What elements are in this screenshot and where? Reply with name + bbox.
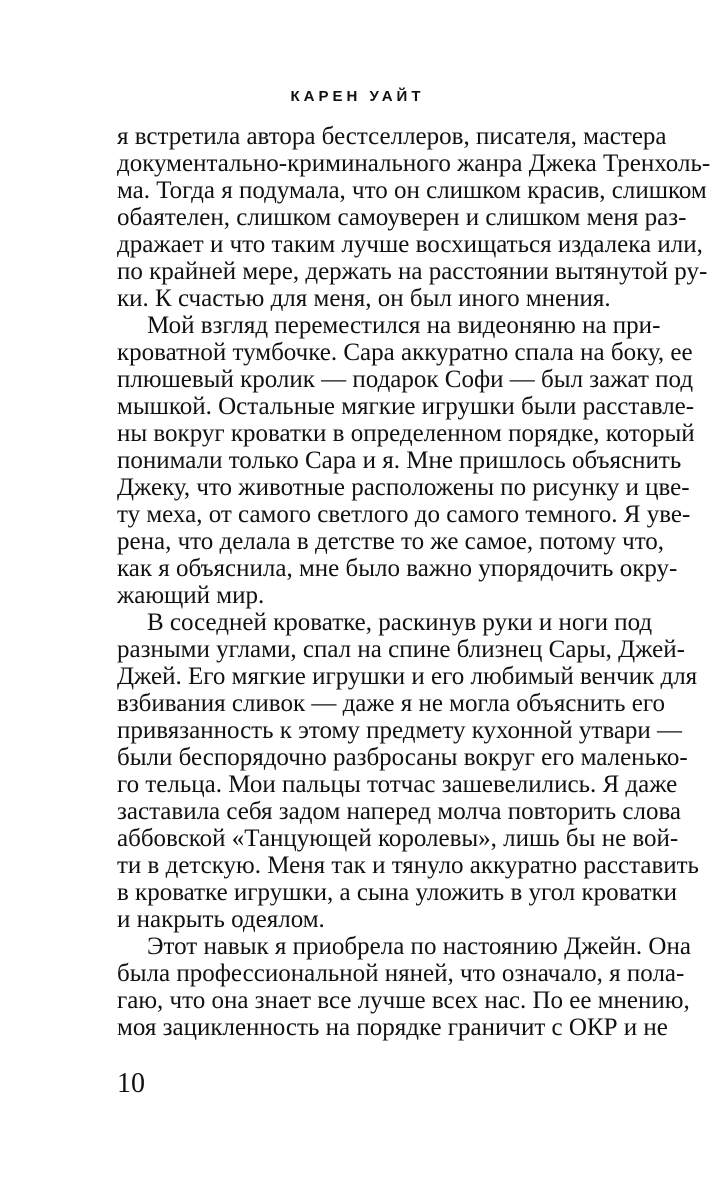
paragraph: [117, 933, 691, 1041]
text-line: ки. К счастью для меня, он был иного мнения.: [117, 285, 611, 312]
text-line: аббовской «Танцующей королевы», лишь бы не вой-: [117, 825, 679, 852]
text-line: привязанность к этому предмету кухонной утвари —: [117, 717, 683, 744]
text-line: как я объяснила, мне было важно упорядочить окру-: [117, 555, 678, 582]
text-line: ма. Тогда я подумала, что он слишком красив, слишком: [117, 177, 707, 204]
text-line: были беспорядочно разбросаны вокруг его маленько-: [117, 744, 688, 771]
text-line: дражает и что таким лучше восхищаться издалека или,: [117, 231, 703, 258]
text-line: была профессиональной няней, что означало, я пола-: [117, 960, 685, 987]
body-text: [117, 123, 711, 1041]
page-number: 10: [117, 1068, 145, 1099]
text-line: заставила себя задом наперед молча повторить слова: [117, 798, 682, 825]
text-line: жающий мир.: [117, 582, 265, 609]
text-line: обаятелен, слишком самоуверен и слишком меня раз-: [117, 204, 687, 231]
text-line: рена, что делала в детстве то же самое, потому что,: [117, 528, 665, 555]
text-line: В соседней кроватке, раскинув руки и ноги под: [147, 609, 653, 636]
text-line: документально-криминального жанра Джека Тренхоль-: [117, 150, 711, 177]
text-line: ти в детскую. Меня так и тянуло аккуратно расставить: [117, 852, 699, 879]
paragraph: [117, 609, 699, 933]
paragraph: [117, 312, 695, 609]
running-header: КАРЕН УАЙТ: [290, 88, 425, 105]
text-line: го тельца. Мои пальцы тотчас зашевелились. Я даже: [117, 771, 678, 798]
text-line: Джей. Его мягкие игрушки и его любимый венчик для: [117, 663, 698, 690]
text-line: гаю, что она знает все лучше всех нас. По ее мнению,: [117, 987, 690, 1014]
text-line: ны вокруг кроватки в определенном порядке, который: [117, 420, 695, 447]
text-line: Мой взгляд переместился на видеоняню на при-: [147, 312, 661, 339]
text-line: разными углами, спал на спине близнец Сары, Джей-: [117, 636, 685, 663]
text-line: моя зацикленность на порядке граничит с ОКР и не: [117, 1014, 668, 1041]
text-line: понимали только Сара и я. Мне пришлось объяснить: [117, 447, 682, 474]
text-line: в кроватке игрушки, а сына уложить в угол кроватки: [117, 879, 678, 906]
text-line: кроватной тумбочке. Сара аккуратно спала на боку, ее: [117, 339, 693, 366]
text-line: Джеку, что животные расположены по рисунку и цве-: [117, 474, 690, 501]
text-line: по крайней мере, держать на расстоянии вытянутой ру-: [117, 258, 708, 285]
text-line: мышкой. Остальные мягкие игрушки были расставле-: [117, 393, 695, 420]
text-line: и накрыть одеялом.: [117, 906, 325, 933]
text-line: я встретила автора бестселлеров, писателя, мастера: [117, 123, 667, 150]
text-line: ту меха, от самого светлого до самого темного. Я уве-: [117, 501, 691, 528]
text-line: плюшевый кролик — подарок Софи — был зажат под: [117, 366, 694, 393]
text-line: Этот навык я приобрела по настоянию Джейн. Она: [147, 933, 691, 960]
text-line: взбивания сливок — даже я не могла объяснить его: [117, 690, 665, 717]
paragraph: [117, 123, 711, 312]
